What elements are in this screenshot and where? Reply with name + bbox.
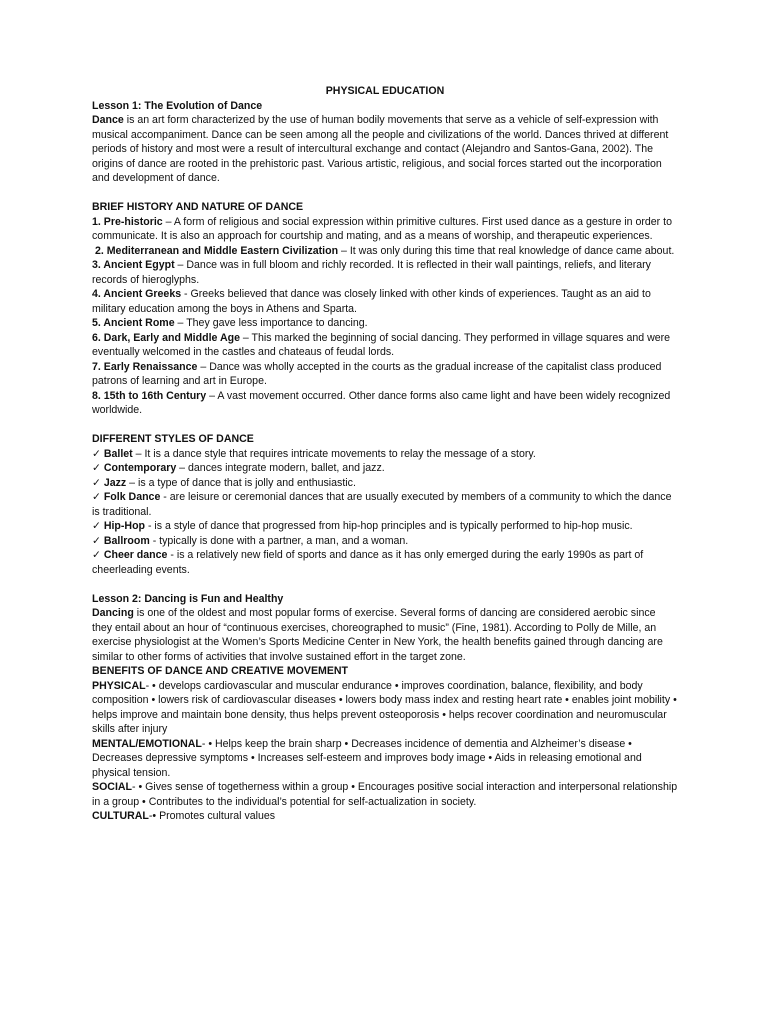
history-item-term: 6. Dark, Early and Middle Age <box>92 331 240 344</box>
style-item <box>92 447 678 462</box>
history-item-term: 1. Pre-historic <box>92 215 163 228</box>
style-item <box>92 519 678 534</box>
history-item-text: – This marked the beginning of social dancing. They performed in village squares and were eventually welcomed in the castles and chateaus of feudal lords. <box>92 331 671 358</box>
style-item-text: - is a style of dance that progressed from hip-hop principles and is typically performed to hip-hop music. <box>145 520 633 532</box>
styles-heading: DIFFERENT STYLES OF DANCE <box>92 433 254 445</box>
style-item-term: Ballet <box>103 447 133 460</box>
style-item <box>92 534 678 549</box>
styles-section <box>92 432 678 577</box>
benefit-item-text: -• Promotes cultural values <box>148 810 276 822</box>
style-item-term: Cheer dance <box>103 549 168 561</box>
history-item-text: – A vast movement occurred. Other dance forms also came light and have been widely recognized worldwide. <box>92 389 671 416</box>
style-item-text: – dances integrate modern, ballet, and jazz. <box>176 462 385 474</box>
history-item <box>92 316 678 331</box>
history-item-text: – They gave less importance to dancing. <box>174 317 368 329</box>
benefit-item <box>92 809 678 824</box>
lesson-1-intro-term: Dance <box>92 114 124 126</box>
history-item-term: 8. 15th to 16th Century <box>92 389 207 402</box>
benefit-item-term: PHYSICAL <box>92 679 146 692</box>
benefit-item <box>92 737 678 781</box>
history-item <box>92 258 678 287</box>
history-item-text: – A form of religious and social expression within primitive cultures. First used dance as a gesture in order to communicate. It is also an approach for courtship and mating, and as a means of worship, and therapeutic experiences. <box>92 215 672 242</box>
history-item <box>92 287 678 316</box>
history-item-text: – Dance was in full bloom and richly recorded. It is reflected in their wall paintings, reliefs, and literary records of hieroglyphs. <box>92 259 651 286</box>
style-item <box>92 548 678 577</box>
benefit-item <box>92 679 678 737</box>
history-item <box>92 215 678 244</box>
lesson-1-intro <box>92 113 678 186</box>
style-item <box>92 476 678 491</box>
check-icon: ✓ <box>92 534 104 547</box>
lesson-2-intro-term: Dancing <box>92 607 134 619</box>
style-item-term: Ballroom <box>103 534 150 547</box>
style-item <box>92 490 678 519</box>
benefit-item-term: SOCIAL <box>92 781 133 793</box>
history-item-term: 2. Mediterranean and Middle Eastern Civilization <box>92 244 339 257</box>
history-item-text: – It was only during this time that real knowledge of dance came about. <box>338 244 675 257</box>
history-item-term: 5. Ancient Rome <box>92 317 175 329</box>
check-icon: ✓ <box>92 520 104 532</box>
check-icon: ✓ <box>92 462 104 474</box>
history-item-term: 7. Early Renaissance <box>92 360 198 373</box>
history-item <box>92 331 678 360</box>
check-icon: ✓ <box>92 491 104 503</box>
history-item <box>92 244 678 259</box>
history-item-text: - Greeks believed that dance was closely linked with other kinds of experiences. Taught as an aid to military education among the boys in Athens and Sparta. <box>92 288 651 315</box>
style-item-term: Jazz <box>103 476 127 489</box>
benefits-heading: BENEFITS OF DANCE AND CREATIVE MOVEMENT <box>92 665 349 677</box>
benefit-item-term: CULTURAL <box>92 810 149 822</box>
history-item-term: 3. Ancient Egypt <box>92 259 175 271</box>
lesson-1-intro-text: is an art form characterized by the use of human bodily movements that serve as a vehicle of self-expression with musical accompaniment. Dance can be seen among all the people and civilizations of the world. Dances thrived at different periods of history and most were a result of intercultural exchange and contact (Alejandro and Santos-Gana, 2002). The origins of dance are rooted in the prehistoric past. Various artistic, religious, and social forces started out the incorporation and development of dance. <box>92 114 669 184</box>
style-item-text: – is a type of dance that is jolly and enthusiastic. <box>126 476 356 489</box>
benefit-item-text: - • Helps keep the brain sharp • Decreases incidence of dementia and Alzheimer’s disease • Decreases depressive symptoms • Increases self-esteem and improves body image • Aids in releasing emotional and physical tension. <box>92 737 642 779</box>
benefit-item-term: MENTAL/EMOTIONAL <box>92 737 202 750</box>
benefit-item-text: - • Gives sense of togetherness within a group • Encourages positive social interaction and interpersonal relationship in a group • Contributes to the individual’s potential for self-actualization in society. <box>92 781 678 808</box>
page-title: PHYSICAL EDUCATION <box>325 85 445 97</box>
history-item-term: 4. Ancient Greeks <box>92 288 182 300</box>
check-icon: ✓ <box>92 476 104 489</box>
benefits-section <box>92 664 678 824</box>
history-item <box>92 389 678 418</box>
lesson-2-section <box>92 592 678 665</box>
history-section <box>92 200 678 418</box>
benefit-item <box>92 780 678 809</box>
style-item-term: Hip-Hop <box>103 520 146 532</box>
check-icon: ✓ <box>92 447 104 460</box>
check-icon: ✓ <box>92 549 104 561</box>
lesson-2-intro-text: is one of the oldest and most popular forms of exercise. Several forms of dancing are considered aerobic since they entail about an hour of “continuous exercises, choreographed to music” (Fine, 1981). According to Polly de Mille, an exercise physiologist at the Women’s Sports Medicine Center in New York, the health benefits gained through dancing are similar to other forms of activities that involve sustained effort in the target zone. <box>92 607 663 663</box>
style-item <box>92 461 678 476</box>
style-item-text: - are leisure or ceremonial dances that are usually executed by members of a community to which the dance is traditional. <box>92 491 672 518</box>
history-item <box>92 360 678 389</box>
style-item-term: Folk Dance <box>103 491 161 503</box>
lesson-2-heading: Lesson 2: Dancing is Fun and Healthy <box>92 592 284 605</box>
style-item-text: - is a relatively new field of sports and dance as it has only emerged during the early 1990s as part of cheerleading events. <box>92 549 644 576</box>
history-item-text: – Dance was wholly accepted in the courts as the gradual increase of the capitalist class produced patrons of learning and art in Europe. <box>92 360 662 387</box>
style-item-term: Contemporary <box>103 462 177 474</box>
lesson-1-heading: Lesson 1: The Evolution of Dance <box>92 99 263 112</box>
style-item-text: – It is a dance style that requires intricate movements to relay the message of a story. <box>132 447 536 460</box>
style-item-text: - typically is done with a partner, a man, and a woman. <box>149 534 409 547</box>
benefit-item-text: - • develops cardiovascular and muscular endurance • improves coordination, balance, flexibility, and body composition • lowers risk of cardiovascular diseases • lowers body mass index and resting heart rate • enables joint mobility • helps improve and maintain bone density, thus helps prevent osteoporosis • helps recover coordination and neuromuscular skills after injury <box>92 679 677 735</box>
lesson-1-section <box>92 99 678 186</box>
history-heading: BRIEF HISTORY AND NATURE OF DANCE <box>92 201 304 213</box>
lesson-2-intro <box>92 606 678 664</box>
